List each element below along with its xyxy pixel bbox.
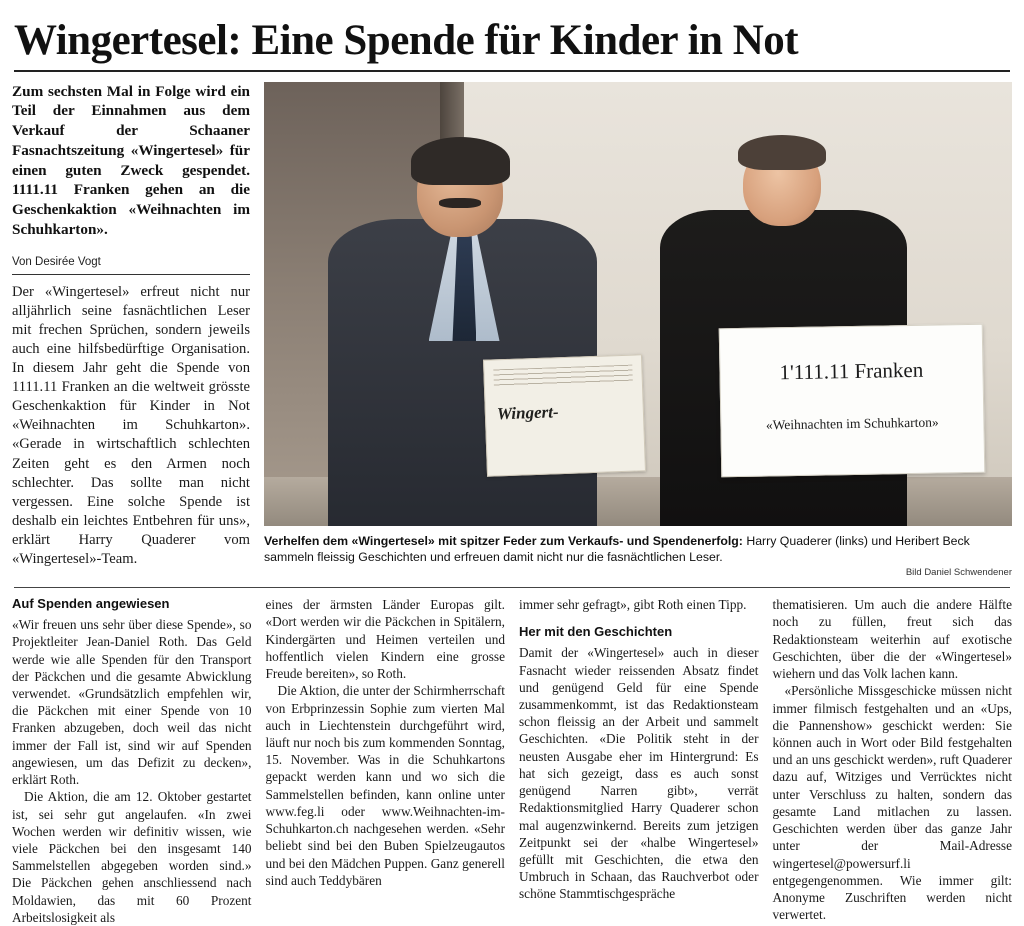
subheading-geschichten: Her mit den Geschichten [519, 624, 673, 640]
sign-amount: 1'111.11 Franken [779, 357, 924, 385]
subheading-spenden: Auf Spenden angewiesen [12, 596, 170, 612]
body-column-2 [266, 596, 506, 889]
caption-rest: Harry Quaderer (links) und Heribert Beck sammeln fleissig Geschichten und erfreuen damit nicht nur die fasnächtlichen Leser. [264, 533, 970, 564]
divider-top [14, 70, 1010, 72]
newspaper-text-lines [493, 365, 632, 388]
paragraph: eines der ärmsten Länder Europas gilt. «Dort werden wir die Päckchen in Spitälern, Kindergärten und Heimen verteilen und hoffentlich vielen Kindern eine grosse Freude bereiten», so Roth. [265, 597, 505, 682]
lead-column [12, 82, 250, 570]
lead-body-text: Der «Wingertesel» erfreut nicht nur alljährlich seine fasnächtlichen Leser mit frechen Sprüchen, sondern jeweils auch eine hilfsbedürftige Organisation. In diesem Jahr geht die Spende von 1111.11 Franken an die weltweit grösste Geschenkaktion für Kinder in Not «Weihnachten im Schuhkarton». «Gerade in wirtschaftlich schlechten Zeiten geht es den Armen noch schlechter. Das sollte man nicht vergessen. Eine solche Spende ist deshalb ein leichtes Entbehren für uns», erklärt Harry Quaderer vom «Wingertesel»-Team. [12, 283, 250, 568]
person-right-hair [738, 135, 826, 171]
upper-section [12, 82, 1012, 579]
divider-mid [14, 587, 1010, 588]
photo-credit: Bild Daniel Schwendener [905, 567, 1012, 579]
paragraph: «Wir freuen uns sehr über diese Spende», so Projektleiter Jean-Daniel Roth. Das Geld werde wie alle Spenden für den Transport der Päckchen und die gesamte Abwicklung verwendet. «Grundsätzlich empfehlen wir, die Päckchen mit einer Spende von 10 Franken abzugeben, doch weil das nicht immer der Fall ist, sind wir auf Spenden angewiesen, um das Defizit zu decken», erklärt Roth. [12, 617, 252, 788]
body-column-1 [12, 596, 252, 926]
lead-paragraph: Zum sechsten Mal in Folge wird ein Teil der Einnahmen aus dem Verkauf der Schaaner Fasnachtszeitung «Wingertesel» für einen guten Zweck gespendet. 1111.11 Franken gehen an die Geschenkaktion «Weihnachten im Schuhkarton». [12, 82, 250, 238]
body-column-3 [519, 596, 759, 902]
photo-caption [264, 533, 1012, 566]
body-column-4 [773, 596, 1013, 923]
paragraph: «Persönliche Missgeschicke müssen nicht immer filmisch festgehalten und an «Ups, die Pannenshow» geschickt werden: Sie können auch in Wort oder Bild festgehalten und an uns geschickt werden», ruft Quaderer dazu auf, Witziges und Verrücktes nicht unter Verschluss zu halten, sondern das gesamte Land mitlachen zu lassen. Geschichten werden über das ganze Jahr unter der Mail-Adresse wingertesel@powersurf.li entgegengenommen. Wie immer gilt: Anonyme Zuschriften werden nicht verwertet. [772, 683, 1012, 923]
person-left-hair [411, 137, 510, 186]
newspaper-title: Wingert- [496, 401, 559, 424]
page-title: Wingertesel: Eine Spende für Kinder in Not [14, 17, 799, 64]
article-photo [264, 82, 1012, 526]
byline: Von Desirée Vogt [12, 256, 250, 275]
person-left-moustache [439, 198, 481, 208]
held-newspaper [483, 354, 646, 477]
body-columns [12, 596, 1012, 926]
held-sign [719, 323, 985, 476]
photo-column [264, 82, 1012, 579]
paragraph: thematisieren. Um auch die andere Hälfte noch zu füllen, freut sich das Redaktionsteam weiterhin auf exotische Geschichten, über die der «Wingertesel» wiehern und das Volk lachen kann. [772, 597, 1012, 682]
paragraph: Damit der «Wingertesel» auch in dieser Fasnacht wieder reissenden Absatz findet und genügend Geld für eine Spende zusammenkommt, ist das Redaktionsteam schon fleissig an der Arbeit und sammelt Geschichten. «Die Politik steht in der neusten Ausgabe eher im Hintergrund: Es hat sich gezeigt, dass es auch sonst genügend Narren gibt», verrät Redaktionsmitglied Harry Quaderer schon mal augenzwinkernd. Bereits zum jetzigen Zeitpunkt sei der «halbe Wingertesel» gefüllt mit Geschichten, die etwa den Umbruch in Schaan, das Rauchverbot oder schöne Stammtischgespräche [519, 645, 759, 902]
paragraph: Die Aktion, die unter der Schirmherrschaft von Erbprinzessin Sophie zum vierten Mal auch in Liechtenstein durchgeführt wird, läuft nur noch bis zum kommenden Sonntag, 15. November. Was in die Schuhkartons gepackt werden kann und wo sich die Sammelstellen befinden, kann online unter www.feg.li oder www.Weihnachten-im-Schuhkarton.ch nachgesehen werden. «Sehr beliebt sind bei den Buben Spielzeugautos und bei den Mädchen Puppen. Ganz generell sind auch Teddybären [265, 683, 505, 888]
paragraph: immer sehr gefragt», gibt Roth einen Tipp. [519, 597, 747, 613]
sign-campaign: «Weihnachten im Schuhkarton» [766, 414, 940, 433]
caption-lead: Verhelfen dem «Wingertesel» mit spitzer Feder zum Verkaufs- und Spendenerfolg: [264, 533, 743, 548]
paragraph: Die Aktion, die am 12. Oktober gestartet ist, sei sehr gut angelaufen. «In zwei Wochen werden wir definitiv wissen, wie viele Päckchen bei den insgesamt 140 Sammelstellen abgegeben worden sind.» Die Päckchen gehen anschliessend nach Moldawien, das mit 60 Prozent Arbeitslosigkeit als [12, 789, 252, 925]
